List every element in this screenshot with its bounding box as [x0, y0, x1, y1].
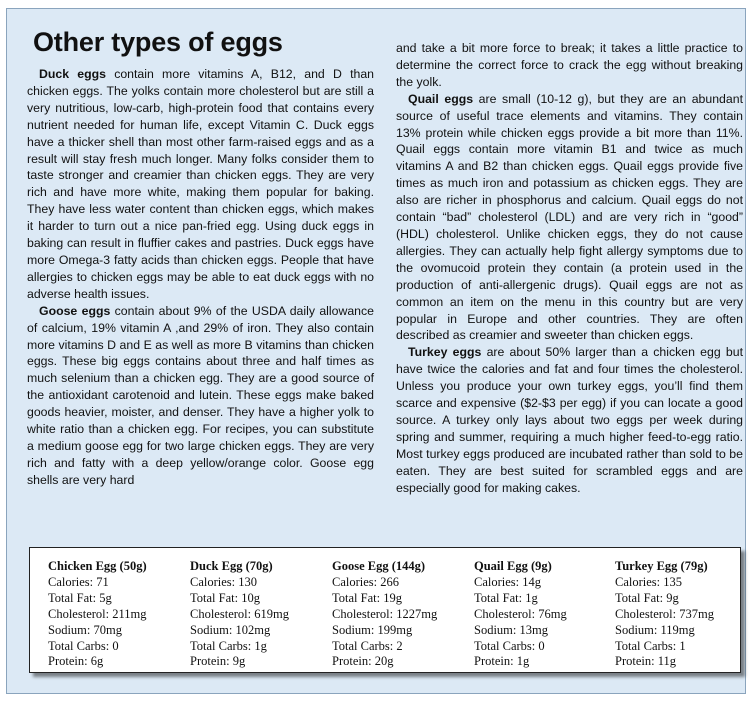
nutrition-column-goose	[332, 559, 437, 670]
egg-name: Duck Egg (70g)	[190, 559, 273, 573]
paragraph-text: are small (10-12 g), but they are an abundant source of useful trace elements and vitamins. They contain 13% protein while chicken eggs provide a bit more than 11%. Quail eggs contain more vitamin B1 and twice as much vitamins A and B2 than chicken eggs. Quail eggs provide five times as much iron and potassium as chicken eggs. They are also are richer in phosphorus and calcium. Quail eggs do not contain “bad” cholesterol (LDL) and are very rich in “good” (HDL) cholesterol. Unlike chicken eggs, they do not cause allergies. They can actually help fight allergy symptoms due to the ovomucoid protein they contain (a protein used in the production of anti-allergenic drugs). Quail eggs are not as common an item on the menu in this country but are very popular in Europe and other countries. They are often described as creamier and sweeter than chicken eggs.	[396, 91, 743, 343]
total-fat-line: Total Fat: 5g	[48, 590, 112, 605]
total-carbs-line: Total Carbs: 0	[474, 638, 545, 653]
right-column	[396, 40, 743, 496]
continued-paragraph	[396, 40, 743, 91]
paragraph-lead: Duck eggs	[39, 67, 106, 81]
protein-line: Protein: 20g	[332, 654, 394, 669]
protein-line: Protein: 1g	[474, 654, 530, 669]
turkey-eggs-paragraph	[396, 344, 743, 496]
protein-line: Protein: 6g	[48, 654, 104, 669]
total-carbs-line: Total Carbs: 1g	[190, 638, 267, 653]
cholesterol-line: Cholesterol: 76mg	[474, 606, 567, 621]
total-carbs-line: Total Carbs: 0	[48, 638, 119, 653]
cholesterol-line: Cholesterol: 737mg	[615, 606, 714, 621]
paragraph-text: contain more vitamins A, B12, and D than chicken eggs. The yolks contain more cholesterol but are still a very nutritious, low-carb, high-protein food that contains every nutrient needed for human life, except Vitamin C. Duck eggs have a thicker shell than most other farm-raised eggs and as a result will stay fresh much longer. Many folks consider them to taste stronger and creamier than chicken eggs. They are very rich and have more white, making them popular for baking. They have less water content than chicken eggs, which makes it harder to turn out a nice pan-fried egg. Using duck eggs in baking can result in fluffier cakes and pastries. Duck eggs have more Omega-3 fatty acids than chicken eggs. People that have allergies to chicken eggs may be able to eat duck eggs with no adverse health issues.	[27, 67, 374, 301]
goose-eggs-paragraph	[27, 303, 374, 489]
cholesterol-line: Cholesterol: 619mg	[190, 606, 289, 621]
nutrition-comparison-box	[29, 547, 741, 673]
egg-name: Turkey Egg (79g)	[615, 559, 708, 573]
sodium-line: Sodium: 70mg	[48, 622, 122, 637]
cholesterol-line: Cholesterol: 211mg	[48, 606, 147, 621]
duck-eggs-paragraph	[27, 66, 374, 303]
left-column	[27, 66, 374, 489]
total-fat-line: Total Fat: 1g	[474, 590, 538, 605]
sodium-line: Sodium: 102mg	[190, 622, 271, 637]
egg-name: Goose Egg (144g)	[332, 559, 426, 573]
calories-line: Calories: 130	[190, 574, 258, 589]
total-carbs-line: Total Carbs: 1	[615, 638, 686, 653]
nutrition-column-duck	[190, 559, 289, 670]
total-fat-line: Total Fat: 9g	[615, 590, 679, 605]
paragraph-text: are about 50% larger than a chicken egg but have twice the calories and fat and four times the cholesterol. Unless you produce your own turkey eggs, you’ll find them scarce and expensive ($2-$3 per egg) if you can locate a good source. A turkey only lays about two eggs per week during spring and summer, requiring a much higher feed-to-egg ratio. Most turkey eggs produced are incubated rather than sold to be eaten. They are best suited for scrambled eggs and are especially good for making cakes.	[396, 345, 744, 495]
article-panel	[6, 8, 746, 694]
total-fat-line: Total Fat: 10g	[190, 590, 260, 605]
paragraph-text: contain about 9% of the USDA daily allowance of calcium, 19% vitamin A ,and 29% of iron. They also contain more vitamins D and E as well as more B vitamins than chicken eggs. These big eggs contains about three and half times as much selenium than a chicken egg. They are a good source of the antioxidant carotenoid and lutein. These eggs make baked goods heavier, moister, and denser. They have a higher yolk to white ratio than a chicken egg. For recipes, you can substitute a medium goose egg for two large chicken eggs. They are very rich and fatty with a deep yellow/orange color. Goose egg shells are very hard	[27, 303, 375, 487]
total-carbs-line: Total Carbs: 2	[332, 638, 403, 653]
paragraph-lead: Quail eggs	[408, 91, 474, 106]
sodium-line: Sodium: 119mg	[615, 622, 695, 637]
sodium-line: Sodium: 13mg	[474, 622, 548, 637]
protein-line: Protein: 11g	[615, 654, 676, 669]
nutrition-column-chicken	[48, 559, 147, 670]
article-title: Other types of eggs	[33, 27, 283, 57]
sodium-line: Sodium: 199mg	[332, 622, 413, 637]
total-fat-line: Total Fat: 19g	[332, 590, 402, 605]
egg-name: Quail Egg (9g)	[474, 559, 552, 573]
calories-line: Calories: 135	[615, 574, 683, 589]
calories-line: Calories: 71	[48, 574, 109, 589]
egg-name: Chicken Egg (50g)	[48, 559, 147, 573]
cholesterol-line: Cholesterol: 1227mg	[332, 606, 438, 621]
nutrition-column-turkey	[615, 559, 714, 670]
nutrition-column-quail	[474, 559, 567, 670]
calories-line: Calories: 14g	[474, 574, 542, 589]
quail-eggs-paragraph	[396, 91, 743, 345]
paragraph-lead: Turkey eggs	[408, 345, 482, 360]
paragraph-lead: Goose eggs	[39, 303, 111, 318]
calories-line: Calories: 266	[332, 574, 400, 589]
protein-line: Protein: 9g	[190, 654, 246, 669]
paragraph-text: and take a bit more force to break; it takes a little practice to determine the correct force to crack the egg without breaking the yolk.	[396, 41, 743, 89]
